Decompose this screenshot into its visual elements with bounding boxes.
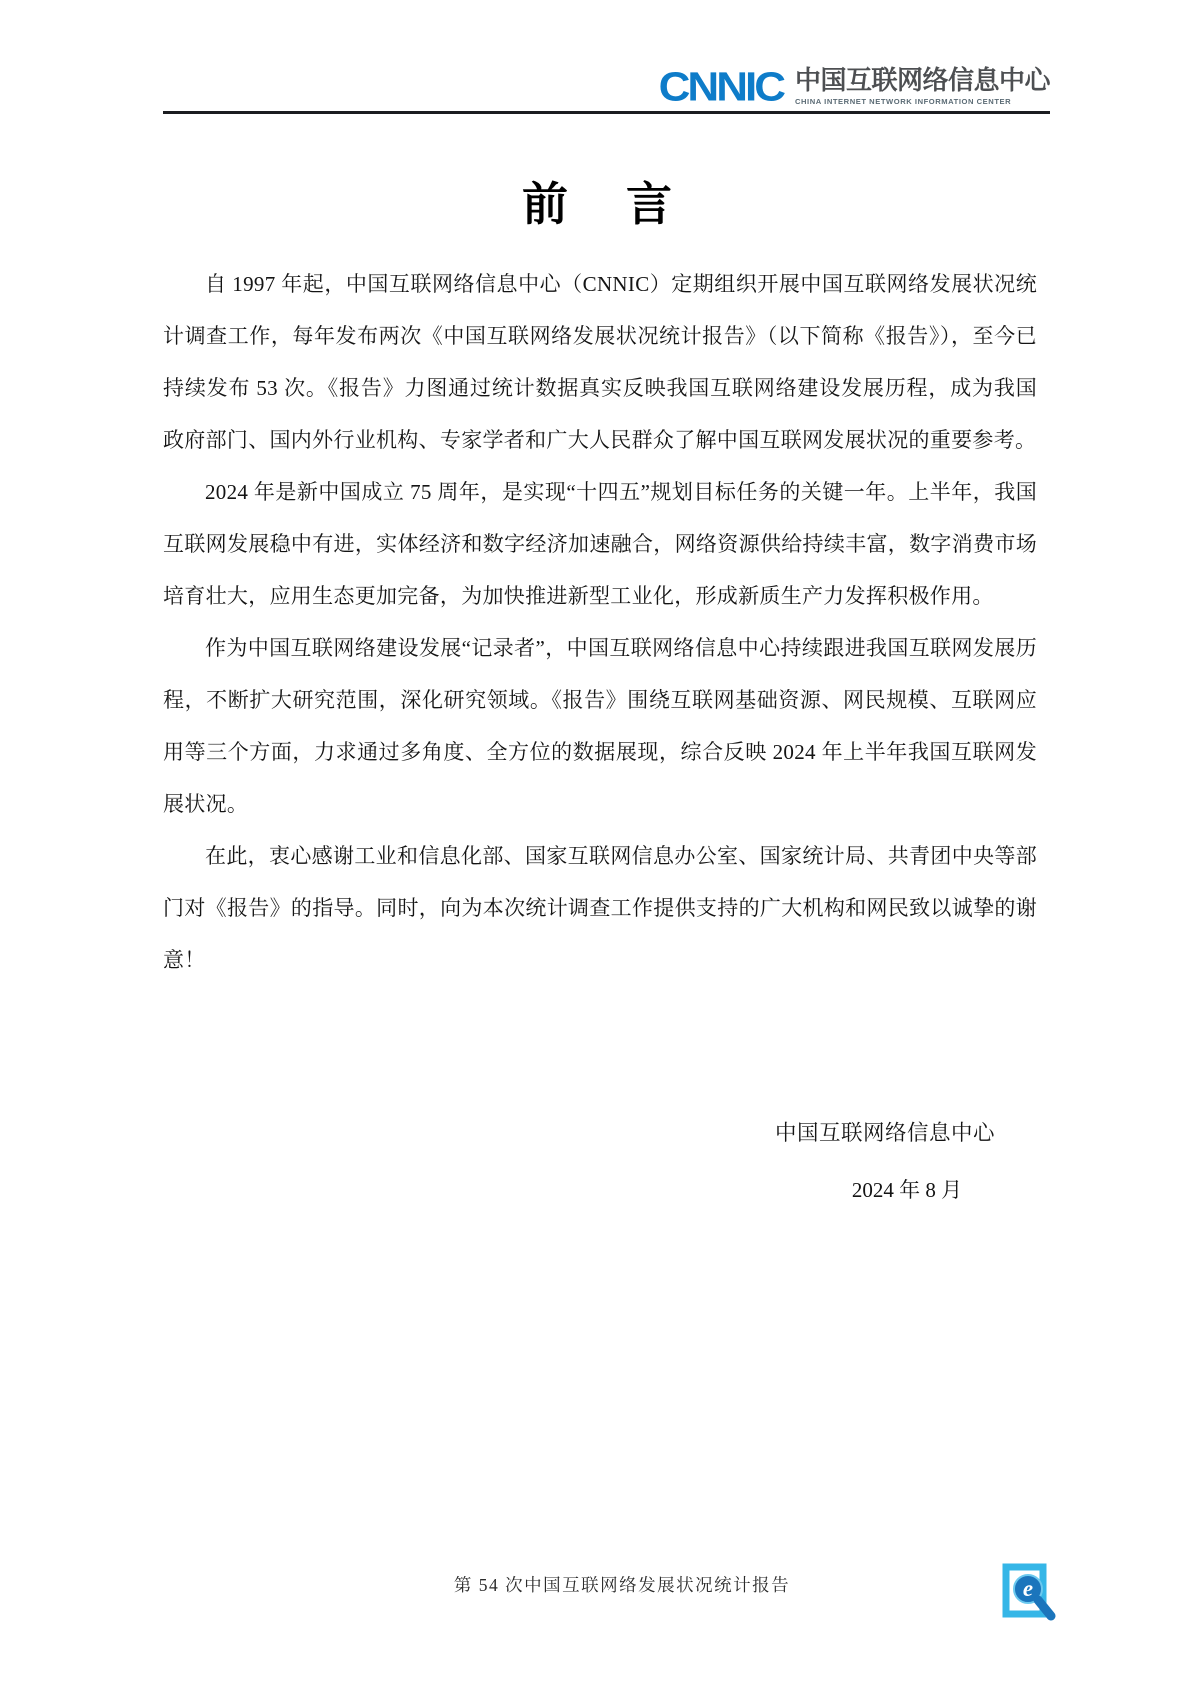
org-name-english: CHINA INTERNET NETWORK INFORMATION CENTER [794,97,1012,106]
org-name-block [795,67,1050,106]
footer-report-title: 第 54 次中国互联网络发展状况统计报告 [453,1575,791,1595]
page-header [163,66,1050,114]
magnifier-document-icon [1001,1562,1057,1622]
paragraph-4: 在此，衷心感谢工业和信息化部、国家互联网信息办公室、国家统计局、共青团中央等部门对《报告》的指导。同时，向为本次统计调查工作提供支持的广大机构和网民致以诚挚的谢意！ [163,844,1037,972]
signature-block [775,1116,995,1204]
signature-date: 2024 年 8 月 [851,1178,963,1202]
paragraph-2: 2024 年是新中国成立 75 周年，是实现“十四五”规划目标任务的关键一年。上半年，我国互联网发展稳中有进，实体经济和数字经济加速融合，网络资源供给持续丰富，数字消费市场培育壮大，应用生态更加完备，为加快推进新型工业化，形成新质生产力发挥积极作用。 [163,480,1037,608]
paragraph-3: 作为中国互联网络建设发展“记录者”，中国互联网络信息中心持续跟进我国互联网发展历程，不断扩大研究范围，深化研究领域。《报告》围绕互联网基础资源、网民规模、互联网应用等三个方面，力求通过多角度、全方位的数据展现，综合反映 2024 年上半年我国互联网发展状况。 [163,636,1037,816]
svg-text:e: e [1022,1576,1034,1601]
org-name-chinese: 中国互联网络信息中心 [794,66,1050,95]
page-title: 前 言 [522,179,678,230]
cnnic-logo: CNNIC [658,64,783,110]
paragraph-1: 自 1997 年起，中国互联网络信息中心（CNNIC）定期组织开展中国互联网络发展状况统计调查工作，每年发布两次《中国互联网络发展状况统计报告》（以下简称《报告》），至今已持续发布 53 次。《报告》力图通过统计数据真实反映我国互联网络建设发展历程，成为我国政府部门、国内外行业机构、专家学者和广大人民群众了解中国互联网发展状况的重要参考。 [163,272,1037,452]
signature-organization: 中国互联网络信息中心 [774,1121,995,1145]
document-body [163,168,1037,986]
